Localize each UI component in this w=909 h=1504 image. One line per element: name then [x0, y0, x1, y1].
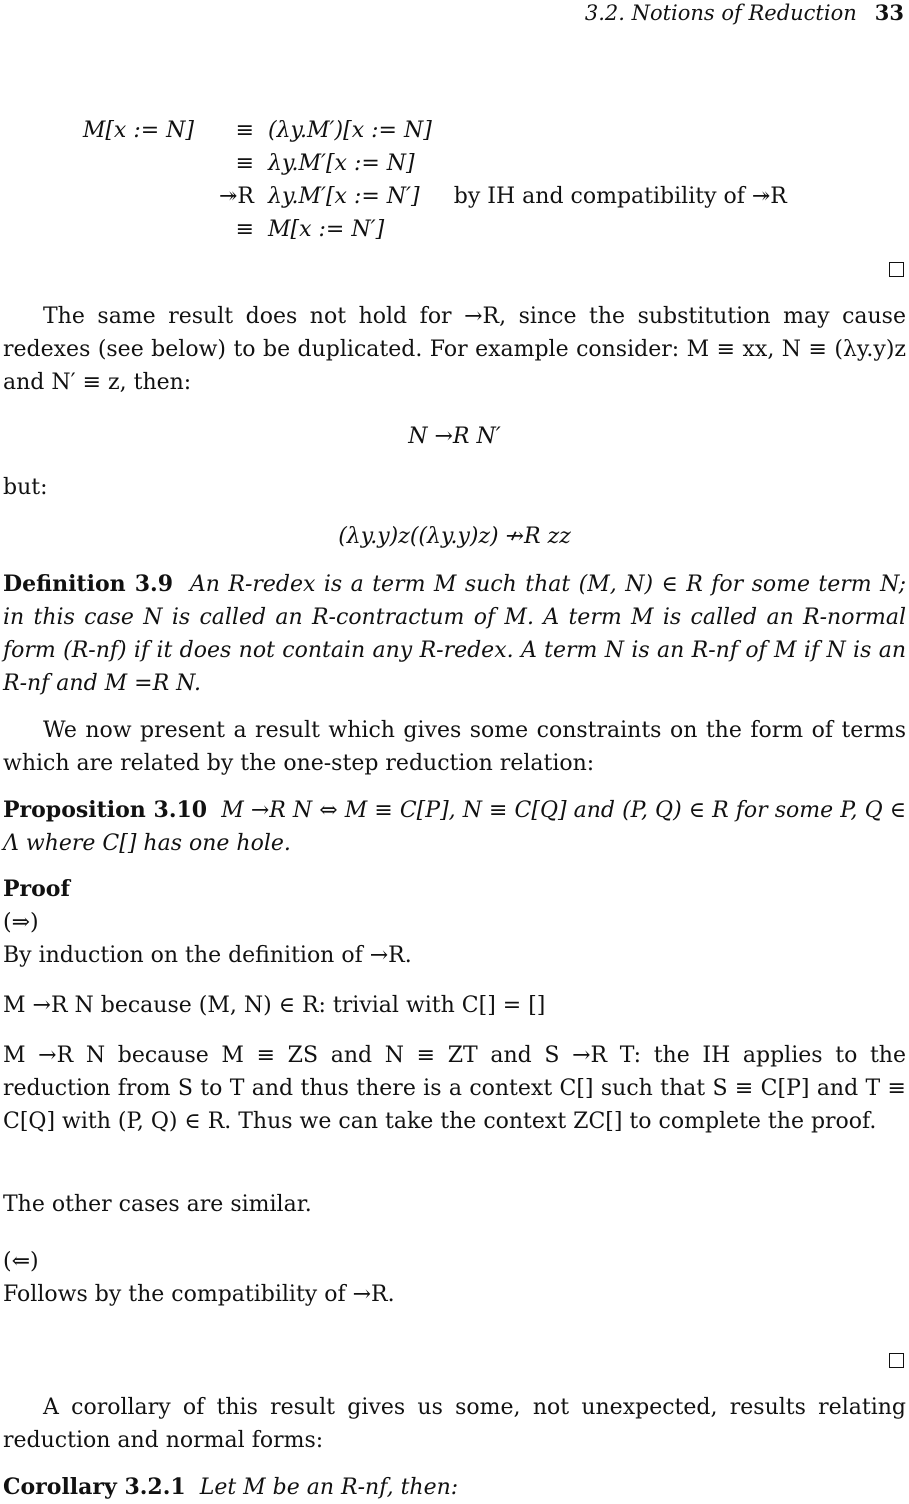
equation-lhs: M[x := N]	[82, 118, 194, 143]
equation-lhs	[60, 180, 210, 213]
proposition-text: M →R N ⇔ M ≡ C[P], N ≡ C[Q] and (P, Q) ∈ R for some P, Q ∈ Λ where C[] has one hole.	[3, 798, 906, 856]
but-line	[3, 471, 906, 504]
paragraph-text: The same result does not hold for →R, since the substitution may cause redexes (see below) to be duplicated. For example consider: M ≡ xx, N ≡ (λy.y)z and N′ ≡ z, then:	[3, 304, 906, 395]
equation-rhs: λy.M′[x := N]	[268, 151, 415, 176]
display-formula: N →R N′	[408, 424, 501, 449]
proof-case-text: M →R N because M ≡ ZS and N ≡ ZT and S →R T: the IH applies to the reduction from S to T and thus there is a context C[] such that S ≡ C[P] and T ≡ C[Q] with (P, Q) ∈ R. Thus we can take the context ZC[] to complete the proof.	[3, 1043, 906, 1134]
proposition-3-10	[3, 794, 906, 860]
display-formula: (λy.y)z((λy.y)z) ↛R zz	[338, 524, 571, 549]
qed-box-icon	[889, 1353, 904, 1368]
equation-relation: ≡	[235, 217, 254, 242]
corollary-text: Let M be an R-nf, then:	[199, 1475, 459, 1500]
proof-converse	[3, 1245, 906, 1311]
equation-lhs	[60, 147, 210, 180]
equation-row	[60, 180, 787, 213]
proof-case-2	[3, 1039, 906, 1138]
running-title: 3.2. Notions of Reduction	[584, 1, 857, 25]
proof	[3, 873, 906, 972]
equation-note	[454, 213, 787, 246]
definition-label: Definition 3.9	[3, 571, 173, 597]
equation-relation: ≡	[235, 151, 254, 176]
proof-intro: By induction on the definition of →R.	[3, 943, 412, 968]
equation-array	[60, 114, 787, 246]
page-number: 33	[874, 0, 904, 25]
equation-relation: ↠R	[219, 184, 254, 209]
proof-case-1	[3, 989, 906, 1022]
proof-forward-marker: (⇒)	[3, 910, 39, 935]
paragraph-corollary-intro	[3, 1391, 906, 1457]
running-header	[585, 0, 904, 26]
corollary-label: Corollary 3.2.1	[3, 1474, 186, 1500]
equation-rhs: λy.M′[x := N′]	[268, 184, 420, 209]
equation-rhs: M[x := N′]	[268, 217, 385, 242]
equation-rhs: (λy.M′)[x := N]	[268, 118, 432, 143]
equation-row	[60, 147, 787, 180]
equation-note	[454, 147, 787, 180]
corollary-3-2-1	[3, 1471, 906, 1504]
paragraph-text: We now present a result which gives some constraints on the form of terms which are related by the one-step reduction relation:	[3, 718, 906, 776]
paragraph-text: A corollary of this result gives us some, not unexpected, results relating reduction and normal forms:	[3, 1395, 906, 1453]
proof-other-cases	[3, 1188, 906, 1221]
proposition-label: Proposition 3.10	[3, 797, 208, 823]
equation-relation: ≡	[235, 118, 254, 143]
paragraph-substitution	[3, 300, 906, 399]
equation-row	[60, 114, 787, 147]
proof-others-text: The other cases are similar.	[3, 1192, 312, 1217]
equation-lhs	[60, 213, 210, 246]
qed-box-icon	[889, 262, 904, 277]
proof-label: Proof	[3, 876, 70, 902]
paragraph-constraints	[3, 714, 906, 780]
display-equation-1	[3, 420, 906, 453]
display-equation-2	[3, 520, 906, 553]
paragraph-text: but:	[3, 475, 48, 500]
definition-text: An R-redex is a term M such that (M, N) ∈ R for some term N; in this case N is called an R-contractum of M. A term M is called an R-normal form (R-nf) if it does not contain any R-redex. A term N is an R-nf of M if N is an R-nf and M =R N.	[3, 572, 906, 696]
equation-note	[454, 114, 787, 147]
proof-backward-marker: (⇐)	[3, 1249, 39, 1274]
definition-3-9	[3, 568, 906, 700]
proof-follows-text: Follows by the compatibility of →R.	[3, 1282, 395, 1307]
equation-row	[60, 213, 787, 246]
proof-case-text: M →R N because (M, N) ∈ R: trivial with C[] = []	[3, 993, 546, 1018]
equation-note: by IH and compatibility of ↠R	[453, 184, 787, 209]
